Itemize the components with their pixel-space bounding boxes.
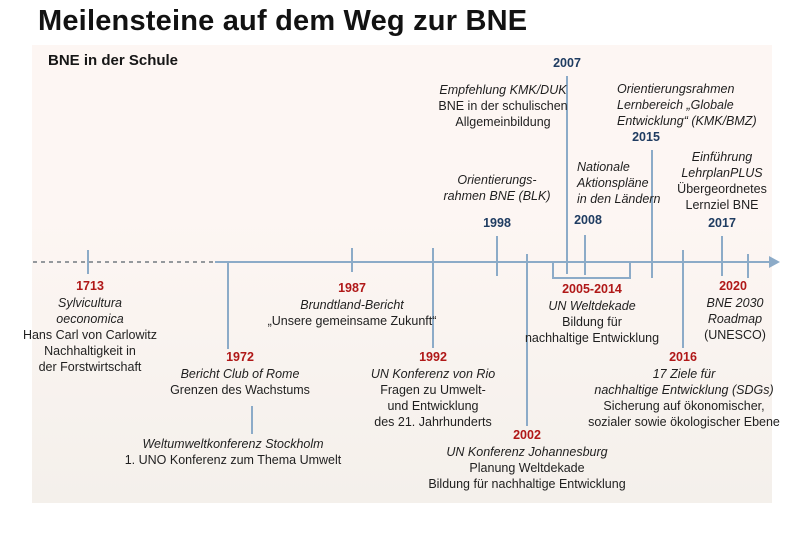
year-label-1987: 1987 xyxy=(338,281,366,295)
connector-1972-stockholm xyxy=(251,406,253,434)
event-text-line: Grenzen des Wachstums xyxy=(170,383,310,397)
event-text-sylvicultura-1713 xyxy=(10,295,170,375)
year-label-2005-2014: 2005-2014 xyxy=(562,282,622,296)
timeline-axis-dashed-segment xyxy=(33,261,215,263)
slide-title: Meilensteine auf dem Weg zur BNE xyxy=(38,5,528,37)
event-text-line: Sicherung auf ökonomischer, xyxy=(603,399,765,413)
year-label-2020: 2020 xyxy=(719,279,747,293)
timeline-arrowhead-icon xyxy=(769,256,780,268)
connector-2016 xyxy=(682,250,684,348)
event-text-globale-entwicklung-2015 xyxy=(617,81,772,129)
event-text-line: 17 Ziele für xyxy=(652,367,716,381)
event-text-johannesburg-2002 xyxy=(427,444,627,492)
event-text-line: BNE 2030 xyxy=(706,296,764,310)
event-text-line: 1. UNO Konferenz zum Thema Umwelt xyxy=(124,453,342,467)
connector-1998 xyxy=(496,236,498,276)
event-text-line: Roadmap xyxy=(707,312,763,326)
event-text-line: UN Konferenz Johannesburg xyxy=(446,445,608,459)
year-label-2002: 2002 xyxy=(513,428,541,442)
event-text-line: Allgemeinbildung xyxy=(455,115,551,129)
event-text-line: rahmen BNE (BLK) xyxy=(443,189,551,203)
tick-1987 xyxy=(351,248,353,272)
event-text-kmk-duk-2007 xyxy=(423,82,583,130)
event-text-line: Fragen zu Umwelt- xyxy=(380,383,486,397)
event-text-line: und Entwicklung xyxy=(387,399,479,413)
decade-bracket-right xyxy=(629,262,631,279)
event-text-weltdekade-2005-2014 xyxy=(512,298,672,346)
year-label-2008: 2008 xyxy=(574,213,602,227)
timeline-axis xyxy=(215,261,771,263)
event-text-line: Orientierungs- xyxy=(457,173,537,187)
event-text-line: Bildung für nachhaltige Entwicklung xyxy=(428,477,626,491)
tick-1713 xyxy=(87,250,89,274)
year-label-2007: 2007 xyxy=(553,56,581,70)
event-text-line: Bildung für xyxy=(562,315,622,329)
event-text-line: Planung Weltdekade xyxy=(469,461,585,475)
event-text-rio-1992 xyxy=(353,366,513,430)
connector-2008 xyxy=(584,235,586,275)
event-text-club-of-rome-1972 xyxy=(155,366,325,398)
event-text-roadmap-2020 xyxy=(695,295,775,343)
event-text-line: des 21. Jahrhunderts xyxy=(374,415,492,429)
event-text-line: Entwicklung“ (KMK/BMZ) xyxy=(617,114,757,128)
event-text-line: der Forstwirtschaft xyxy=(38,360,142,374)
event-text-line: Brundtland-Bericht xyxy=(300,298,404,312)
event-text-line: UN Weltdekade xyxy=(548,299,636,313)
event-text-line: Einführung xyxy=(691,150,753,164)
event-text-line: Sylvicultura xyxy=(58,296,122,310)
event-text-line: LehrplanPLUS xyxy=(681,166,763,180)
panel-subtitle: BNE in der Schule xyxy=(48,52,179,69)
event-text-line: Nationale xyxy=(577,160,630,174)
tick-2020 xyxy=(747,254,749,278)
event-text-line: Orientierungsrahmen xyxy=(617,82,735,96)
event-text-brundtland-1987 xyxy=(262,297,442,329)
event-text-line: sozialer sowie ökologischer Ebene xyxy=(588,415,780,429)
year-label-1998: 1998 xyxy=(483,216,511,230)
event-text-line: oeconomica xyxy=(56,312,124,326)
event-text-line: Aktionspläne xyxy=(577,176,649,190)
year-label-1713: 1713 xyxy=(76,279,104,293)
year-label-1972: 1972 xyxy=(226,350,254,364)
event-text-line: nachhaltige Entwicklung xyxy=(524,331,660,345)
year-label-2016: 2016 xyxy=(669,350,697,364)
event-text-line: Weltumweltkonferenz Stockholm xyxy=(142,437,324,451)
year-label-1992: 1992 xyxy=(419,350,447,364)
event-text-line: Hans Carl von Carlowitz xyxy=(22,328,158,342)
event-text-line: Empfehlung KMK/DUK xyxy=(439,83,567,97)
connector-2017 xyxy=(721,236,723,276)
event-text-line: (UNESCO) xyxy=(704,328,766,342)
event-text-line: in den Ländern xyxy=(577,192,661,206)
event-text-sdgs-2016 xyxy=(588,366,780,430)
year-label-2017: 2017 xyxy=(708,216,736,230)
year-label-2015: 2015 xyxy=(632,130,660,144)
event-text-line: Lernbereich „Globale xyxy=(617,98,734,112)
event-text-lehrplanplus-2017 xyxy=(652,149,792,213)
event-text-line: Nachhaltigkeit in xyxy=(44,344,136,358)
event-text-line: „Unsere gemeinsame Zukunft“ xyxy=(267,314,437,328)
event-text-line: Übergeordnetes xyxy=(677,182,767,196)
event-text-line: nachhaltige Entwicklung (SDGs) xyxy=(594,383,774,397)
event-text-stockholm-1972 xyxy=(118,436,348,468)
decade-bracket-bottom xyxy=(552,277,631,279)
connector-1972 xyxy=(227,263,229,349)
event-text-line: UN Konferenz von Rio xyxy=(370,367,496,381)
event-text-line: Bericht Club of Rome xyxy=(180,367,300,381)
event-text-line: BNE in der schulischen xyxy=(438,99,568,113)
event-text-blk-1998 xyxy=(427,172,567,204)
event-text-line: Lernziel BNE xyxy=(685,198,759,212)
